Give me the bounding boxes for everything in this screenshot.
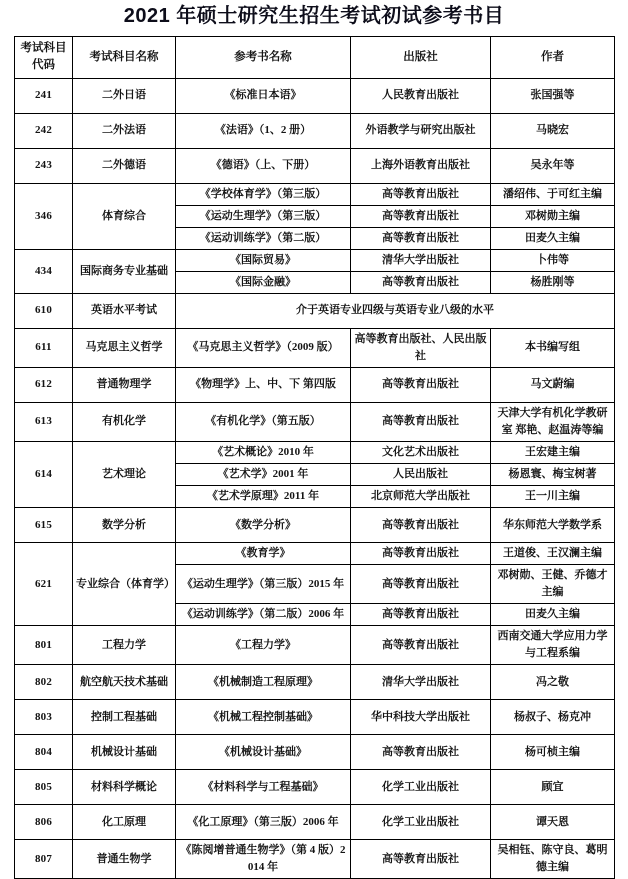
cell-book-title: 《化工原理》（第三版）2006 年 bbox=[176, 805, 351, 840]
cell-subject-name: 二外日语 bbox=[73, 78, 176, 113]
cell-book-title: 《马克思主义哲学》（2009 版） bbox=[176, 328, 351, 367]
booklist-table bbox=[14, 36, 615, 879]
cell-author: 本书编写组 bbox=[491, 328, 615, 367]
cell-book-title: 《艺术学原理》2011 年 bbox=[176, 486, 351, 508]
cell-subject-name: 数学分析 bbox=[73, 508, 176, 543]
cell-publisher: 化学工业出版社 bbox=[351, 805, 491, 840]
cell-publisher: 高等教育出版社 bbox=[351, 271, 491, 293]
cell-subject-code: 242 bbox=[15, 113, 73, 148]
cell-author: 邓树勋主编 bbox=[491, 205, 615, 227]
cell-author: 潘绍伟、于可红主编 bbox=[491, 183, 615, 205]
cell-subject-name: 体育综合 bbox=[73, 183, 176, 249]
cell-subject-code: 611 bbox=[15, 328, 73, 367]
cell-author: 天津大学有机化学教研室 郑艳、赵温涛等编 bbox=[491, 402, 615, 441]
cell-publisher: 高等教育出版社 bbox=[351, 227, 491, 249]
cell-subject-code: 241 bbox=[15, 78, 73, 113]
cell-subject-name: 材料科学概论 bbox=[73, 770, 176, 805]
table-row bbox=[15, 249, 615, 271]
table-body bbox=[15, 78, 615, 879]
cell-subject-name: 二外法语 bbox=[73, 113, 176, 148]
cell-publisher: 高等教育出版社 bbox=[351, 840, 491, 879]
cell-book-title: 《运动生理学》（第三版） bbox=[176, 205, 351, 227]
cell-book-title: 《数学分析》 bbox=[176, 508, 351, 543]
cell-author: 张国强等 bbox=[491, 78, 615, 113]
cell-publisher: 高等教育出版社 bbox=[351, 626, 491, 665]
cell-subject-code: 434 bbox=[15, 249, 73, 293]
column-header-author: 作者 bbox=[491, 37, 615, 79]
cell-subject-code: 801 bbox=[15, 626, 73, 665]
cell-publisher: 高等教育出版社、人民出版社 bbox=[351, 328, 491, 367]
cell-subject-code: 346 bbox=[15, 183, 73, 249]
cell-subject-code: 806 bbox=[15, 805, 73, 840]
cell-publisher: 高等教育出版社 bbox=[351, 508, 491, 543]
cell-author: 王道俊、王汉澜主编 bbox=[491, 543, 615, 565]
cell-author: 西南交通大学应用力学与工程系编 bbox=[491, 626, 615, 665]
cell-book-title: 《陈阅增普通生物学》（第 4 版）2014 年 bbox=[176, 840, 351, 879]
cell-subject-code: 803 bbox=[15, 700, 73, 735]
cell-publisher: 高等教育出版社 bbox=[351, 402, 491, 441]
column-header-code-line1: 考试科目 bbox=[20, 42, 67, 54]
cell-span-note: 介于英语专业四级与英语专业八级的水平 bbox=[176, 293, 615, 328]
cell-book-title: 《艺术概论》2010 年 bbox=[176, 441, 351, 463]
cell-author: 田麦久主编 bbox=[491, 227, 615, 249]
table-row bbox=[15, 626, 615, 665]
cell-subject-name: 控制工程基础 bbox=[73, 700, 176, 735]
cell-book-title: 《国际金融》 bbox=[176, 271, 351, 293]
cell-book-title: 《教育学》 bbox=[176, 543, 351, 565]
cell-book-title: 《国际贸易》 bbox=[176, 249, 351, 271]
table-row bbox=[15, 402, 615, 441]
cell-subject-code: 805 bbox=[15, 770, 73, 805]
table-row bbox=[15, 770, 615, 805]
table-row bbox=[15, 508, 615, 543]
cell-book-title: 《德语》（上、下册） bbox=[176, 148, 351, 183]
cell-book-title: 《学校体育学》（第三版） bbox=[176, 183, 351, 205]
cell-publisher: 上海外语教育出版社 bbox=[351, 148, 491, 183]
cell-book-title: 《法语》（1、2 册） bbox=[176, 113, 351, 148]
cell-subject-name: 航空航天技术基础 bbox=[73, 665, 176, 700]
page-title: 2021 年硕士研究生招生考试初试参考书目 bbox=[123, 5, 505, 27]
table-row bbox=[15, 840, 615, 879]
cell-subject-code: 804 bbox=[15, 735, 73, 770]
cell-author: 邓树勋、王健、乔德才主编 bbox=[491, 565, 615, 604]
cell-publisher: 北京师范大学出版社 bbox=[351, 486, 491, 508]
table-row bbox=[15, 543, 615, 565]
cell-subject-name: 二外德语 bbox=[73, 148, 176, 183]
cell-author: 杨恩寰、梅宝树著 bbox=[491, 463, 615, 485]
table-row bbox=[15, 328, 615, 367]
cell-book-title: 《有机化学》（第五版） bbox=[176, 402, 351, 441]
cell-publisher: 文化艺术出版社 bbox=[351, 441, 491, 463]
cell-subject-code: 243 bbox=[15, 148, 73, 183]
cell-subject-name: 化工原理 bbox=[73, 805, 176, 840]
cell-author: 马文蔚编 bbox=[491, 367, 615, 402]
cell-book-title: 《工程力学》 bbox=[176, 626, 351, 665]
cell-publisher: 高等教育出版社 bbox=[351, 183, 491, 205]
cell-book-title: 《材料科学与工程基础》 bbox=[176, 770, 351, 805]
cell-publisher: 华中科技大学出版社 bbox=[351, 700, 491, 735]
table-row bbox=[15, 293, 615, 328]
cell-publisher: 清华大学出版社 bbox=[351, 249, 491, 271]
cell-subject-code: 612 bbox=[15, 367, 73, 402]
cell-subject-name: 有机化学 bbox=[73, 402, 176, 441]
column-header-code bbox=[15, 37, 73, 79]
cell-publisher: 高等教育出版社 bbox=[351, 735, 491, 770]
cell-subject-code: 610 bbox=[15, 293, 73, 328]
cell-publisher: 外语教学与研究出版社 bbox=[351, 113, 491, 148]
table-row bbox=[15, 805, 615, 840]
cell-author: 杨胜刚等 bbox=[491, 271, 615, 293]
cell-book-title: 《艺术学》2001 年 bbox=[176, 463, 351, 485]
cell-subject-code: 621 bbox=[15, 543, 73, 626]
cell-book-title: 《机械工程控制基础》 bbox=[176, 700, 351, 735]
cell-subject-name: 普通物理学 bbox=[73, 367, 176, 402]
column-header-code-line2: 代码 bbox=[32, 59, 55, 72]
cell-publisher: 高等教育出版社 bbox=[351, 565, 491, 604]
table-row bbox=[15, 148, 615, 183]
cell-author: 马晓宏 bbox=[491, 113, 615, 148]
cell-publisher: 高等教育出版社 bbox=[351, 543, 491, 565]
table-row bbox=[15, 78, 615, 113]
cell-subject-name: 专业综合（体育学） bbox=[73, 543, 176, 626]
cell-publisher: 高等教育出版社 bbox=[351, 367, 491, 402]
cell-book-title: 《运动生理学》（第三版）2015 年 bbox=[176, 565, 351, 604]
cell-book-title: 《物理学》上、中、下 第四版 bbox=[176, 367, 351, 402]
cell-author: 华东师范大学数学系 bbox=[491, 508, 615, 543]
cell-book-title: 《机械设计基础》 bbox=[176, 735, 351, 770]
cell-author: 王宏建主编 bbox=[491, 441, 615, 463]
cell-subject-code: 615 bbox=[15, 508, 73, 543]
cell-author: 吴相钰、陈守良、葛明德主编 bbox=[491, 840, 615, 879]
cell-author: 谭天恩 bbox=[491, 805, 615, 840]
column-header-name: 考试科目名称 bbox=[73, 37, 176, 79]
cell-subject-code: 613 bbox=[15, 402, 73, 441]
cell-author: 顾宜 bbox=[491, 770, 615, 805]
table-row bbox=[15, 665, 615, 700]
cell-subject-code: 614 bbox=[15, 441, 73, 507]
cell-author: 冯之敬 bbox=[491, 665, 615, 700]
cell-author: 田麦久主编 bbox=[491, 604, 615, 626]
cell-author: 吴永年等 bbox=[491, 148, 615, 183]
table-header bbox=[15, 37, 615, 79]
cell-publisher: 高等教育出版社 bbox=[351, 604, 491, 626]
cell-subject-name: 工程力学 bbox=[73, 626, 176, 665]
table-row bbox=[15, 183, 615, 205]
cell-subject-name: 普通生物学 bbox=[73, 840, 176, 879]
table-row bbox=[15, 700, 615, 735]
table-row bbox=[15, 367, 615, 402]
cell-book-title: 《标准日本语》 bbox=[176, 78, 351, 113]
table-row bbox=[15, 113, 615, 148]
column-header-pub: 出版社 bbox=[351, 37, 491, 79]
cell-author: 卜伟等 bbox=[491, 249, 615, 271]
cell-subject-name: 艺术理论 bbox=[73, 441, 176, 507]
cell-book-title: 《机械制造工程原理》 bbox=[176, 665, 351, 700]
cell-author: 杨可桢主编 bbox=[491, 735, 615, 770]
cell-publisher: 人民出版社 bbox=[351, 463, 491, 485]
cell-subject-code: 802 bbox=[15, 665, 73, 700]
cell-author: 王一川主编 bbox=[491, 486, 615, 508]
table-row bbox=[15, 735, 615, 770]
table-header-row bbox=[15, 37, 615, 79]
cell-publisher: 化学工业出版社 bbox=[351, 770, 491, 805]
cell-publisher: 高等教育出版社 bbox=[351, 205, 491, 227]
column-header-book: 参考书名称 bbox=[176, 37, 351, 79]
cell-subject-code: 807 bbox=[15, 840, 73, 879]
cell-publisher: 清华大学出版社 bbox=[351, 665, 491, 700]
cell-subject-name: 马克思主义哲学 bbox=[73, 328, 176, 367]
cell-book-title: 《运动训练学》（第二版） bbox=[176, 227, 351, 249]
table-row bbox=[15, 441, 615, 463]
cell-publisher: 人民教育出版社 bbox=[351, 78, 491, 113]
cell-subject-name: 机械设计基础 bbox=[73, 735, 176, 770]
cell-subject-name: 国际商务专业基础 bbox=[73, 249, 176, 293]
cell-author: 杨叔子、杨克冲 bbox=[491, 700, 615, 735]
cell-subject-name: 英语水平考试 bbox=[73, 293, 176, 328]
cell-book-title: 《运动训练学》（第二版）2006 年 bbox=[176, 604, 351, 626]
booklist-table-container bbox=[0, 36, 628, 879]
